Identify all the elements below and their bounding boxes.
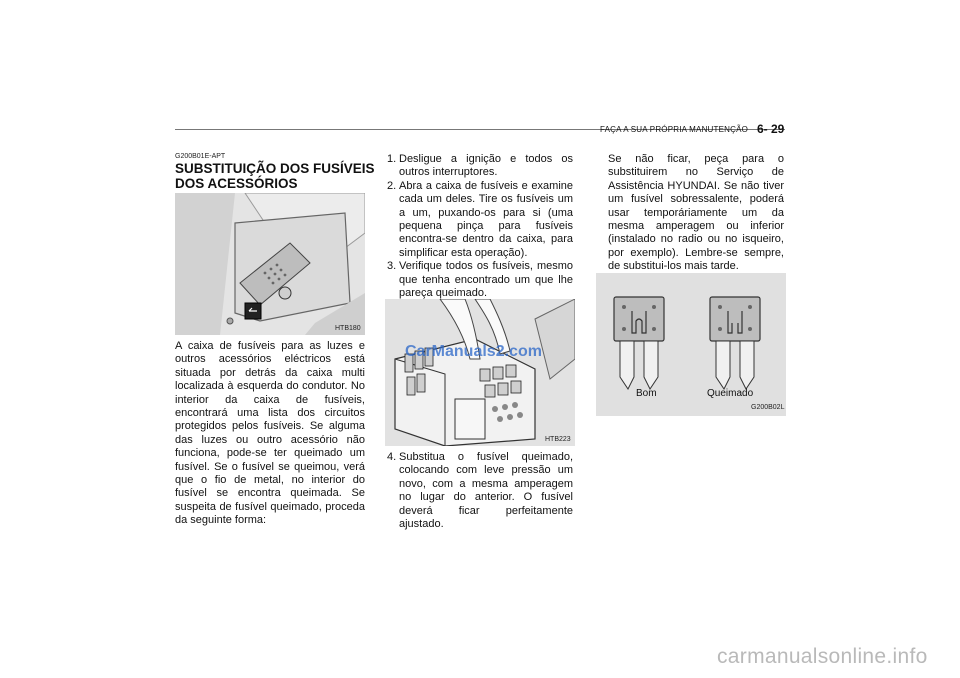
step-number: 1. <box>387 153 397 165</box>
intro-paragraph: A caixa de fusíveis para as luzes e outros acessórios eléctricos está situada por detrás da caixa multi localizada à esquerda do condutor. No interior da caixa de fusíveis, encontrará uma lista dos circuitos protegidos pelos fusíveis. Se alguma das luzes ou outro acessório não funciona, pode-se ter queimado um fusível. Se o fusível se queimou, verá que o fio de metal, no interior do fusível se encontra queimada. Se suspeita de fusível queimado, proceda da seguinte forma: <box>175 340 365 527</box>
list-item <box>387 260 573 300</box>
image-label: HTB223 <box>545 436 571 443</box>
fuse-box-illustration <box>385 299 575 446</box>
image-label: HTB180 <box>335 325 361 332</box>
step-list-continued <box>387 451 573 531</box>
list-item <box>387 180 573 260</box>
step-list <box>387 153 573 300</box>
replacement-paragraph: Se não ficar, peça para o substituirem no Serviço de Assistência HYUNDAI. Se não tiver um fusível sobressalente, poderá usar temporáriamente um da mesma amperagem ou inferior (instalado no radio ou no isqueiro, por exemplo). Lembre-se sempre, de substitui-los mais tarde. <box>608 153 784 273</box>
step-number: 2. <box>387 179 397 192</box>
step-text: Verifique todos os fusíveis, mesmo que tenha encontrado um que lhe pareça queimado. <box>399 260 573 300</box>
step-text: Abra a caixa de fusíveis e examine cada um deles. Tire os fusíveis um a um, puxando-os para si (uma pequena pinça para fusíveis encontra-se dentro da caixa, para simplificar esta operação). <box>399 179 573 259</box>
fuse-comparison-image <box>596 273 786 416</box>
fuse-good-label: Bom <box>636 388 657 399</box>
image-label: G200B02L <box>751 404 785 411</box>
site-watermark: carmanualsonline.info <box>717 645 928 668</box>
watermark-text: CarManuals2.com <box>405 343 542 360</box>
fuse-blown-label: Queimado <box>707 388 754 399</box>
step-number: 3. <box>387 260 397 273</box>
blown-fuse <box>710 297 760 389</box>
step-text: Substitua o fusível queimado, colocando com leve pressão um novo, com a mesma amperagem no lugar do anterior. O fusível deverá ficar perfeitamente ajustado. <box>399 451 573 531</box>
good-fuse <box>614 297 664 389</box>
page-number: 6- 29 <box>757 122 785 136</box>
list-item <box>387 451 573 531</box>
section-heading: SUBSTITUIÇÃO DOS FUSÍVEIS DOS ACESSÓRIOS <box>175 161 375 191</box>
fuse-comparison-illustration <box>596 273 786 416</box>
step-number: 4. <box>387 451 397 463</box>
section-code: G200B01E-APT <box>175 153 226 160</box>
fuse-removal-image <box>385 299 575 446</box>
section-title: FAÇA A SUA PRÓPRIA MANUTENÇÃO <box>600 125 749 134</box>
dashboard-illustration <box>175 193 365 335</box>
list-item <box>387 153 573 180</box>
step-text: Desligue a ignição e todos os outros interruptores. <box>399 153 573 179</box>
fuse-box-location-image <box>175 193 365 335</box>
